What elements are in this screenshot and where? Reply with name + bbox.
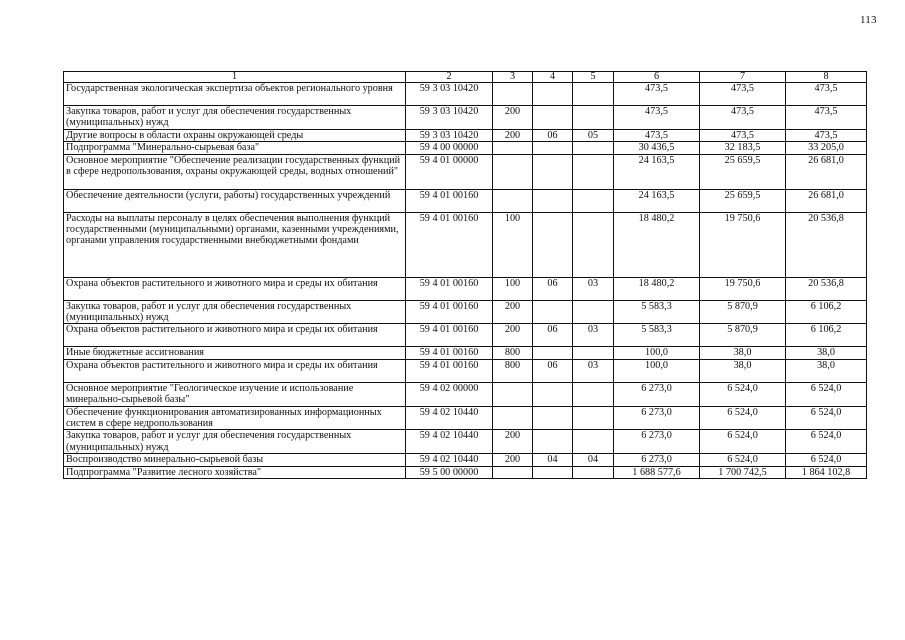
- row-amount-year3: 33 205,0: [786, 142, 867, 154]
- row-expense-type: 200: [493, 324, 533, 347]
- row-subsection: [573, 154, 614, 189]
- row-name: Закупка товаров, работ и услуг для обеспечения государственных (муниципальных) нужд: [64, 430, 406, 454]
- row-section: [533, 347, 573, 359]
- row-amount-year1: 30 436,5: [614, 142, 700, 154]
- row-name: Другие вопросы в области охраны окружающей среды: [64, 129, 406, 141]
- row-subsection: [573, 212, 614, 277]
- row-amount-year1: 6 273,0: [614, 454, 700, 466]
- row-section: [533, 300, 573, 324]
- row-section: [533, 189, 573, 212]
- row-subsection: [573, 406, 614, 430]
- row-section: [533, 430, 573, 454]
- row-amount-year1: 473,5: [614, 106, 700, 130]
- row-subsection: [573, 106, 614, 130]
- table-row: [64, 430, 867, 454]
- row-section: 04: [533, 454, 573, 466]
- row-name: Основное мероприятие "Геологическое изучение и использование минерально-сырьевой базы": [64, 382, 406, 406]
- row-amount-year2: 38,0: [700, 359, 786, 382]
- row-amount-year3: 6 524,0: [786, 382, 867, 406]
- row-amount-year3: 6 524,0: [786, 454, 867, 466]
- row-subsection: [573, 189, 614, 212]
- column-header: 4: [533, 72, 573, 83]
- row-name: Воспроизводство минерально-сырьевой базы: [64, 454, 406, 466]
- row-name: Охрана объектов растительного и животного мира и среды их обитания: [64, 324, 406, 347]
- row-name: Иные бюджетные ассигнования: [64, 347, 406, 359]
- column-header: 2: [406, 72, 493, 83]
- row-amount-year1: 18 480,2: [614, 277, 700, 300]
- row-amount-year2: 25 659,5: [700, 189, 786, 212]
- row-expense-type: 200: [493, 454, 533, 466]
- row-section: [533, 466, 573, 478]
- row-expense-type: 800: [493, 359, 533, 382]
- row-code: 59 4 01 00160: [406, 359, 493, 382]
- row-code: 59 4 01 00160: [406, 347, 493, 359]
- row-section: [533, 382, 573, 406]
- row-expense-type: 200: [493, 300, 533, 324]
- row-amount-year1: 24 163,5: [614, 189, 700, 212]
- row-section: [533, 154, 573, 189]
- row-section: [533, 83, 573, 106]
- row-subsection: 05: [573, 129, 614, 141]
- row-section: 06: [533, 324, 573, 347]
- row-amount-year3: 6 524,0: [786, 430, 867, 454]
- table-row: [64, 83, 867, 106]
- row-expense-type: 800: [493, 347, 533, 359]
- row-amount-year1: 24 163,5: [614, 154, 700, 189]
- row-amount-year3: 38,0: [786, 359, 867, 382]
- row-amount-year3: 26 681,0: [786, 189, 867, 212]
- row-expense-type: 200: [493, 129, 533, 141]
- row-code: 59 3 03 10420: [406, 106, 493, 130]
- row-name: Подпрограмма "Минерально-сырьевая база": [64, 142, 406, 154]
- row-subsection: [573, 430, 614, 454]
- row-expense-type: [493, 189, 533, 212]
- row-subsection: [573, 347, 614, 359]
- row-code: 59 3 03 10420: [406, 83, 493, 106]
- row-amount-year1: 5 583,3: [614, 324, 700, 347]
- row-subsection: [573, 382, 614, 406]
- row-subsection: 03: [573, 324, 614, 347]
- row-amount-year1: 100,0: [614, 359, 700, 382]
- row-amount-year2: 19 750,6: [700, 212, 786, 277]
- row-amount-year3: 473,5: [786, 106, 867, 130]
- table-row: [64, 300, 867, 324]
- row-name: Основное мероприятие "Обеспечение реализации государственных функций в сфере недропользования, охраны окружающей среды, водных отношений": [64, 154, 406, 189]
- page-number: 113: [860, 14, 877, 26]
- row-amount-year2: 6 524,0: [700, 382, 786, 406]
- row-section: [533, 142, 573, 154]
- table-row: [64, 359, 867, 382]
- row-amount-year3: 473,5: [786, 129, 867, 141]
- row-code: 59 4 01 00160: [406, 300, 493, 324]
- row-amount-year3: 6 106,2: [786, 300, 867, 324]
- row-amount-year2: 1 700 742,5: [700, 466, 786, 478]
- column-header: 7: [700, 72, 786, 83]
- row-amount-year2: 6 524,0: [700, 430, 786, 454]
- row-amount-year3: 6 524,0: [786, 406, 867, 430]
- row-amount-year2: 473,5: [700, 129, 786, 141]
- row-name: Государственная экологическая экспертиза объектов регионального уровня: [64, 83, 406, 106]
- table-row: [64, 189, 867, 212]
- row-amount-year1: 6 273,0: [614, 382, 700, 406]
- row-amount-year2: 473,5: [700, 83, 786, 106]
- row-name: Закупка товаров, работ и услуг для обеспечения государственных (муниципальных) нужд: [64, 300, 406, 324]
- row-code: 59 4 01 00160: [406, 189, 493, 212]
- row-amount-year2: 25 659,5: [700, 154, 786, 189]
- column-header: 8: [786, 72, 867, 83]
- row-amount-year3: 26 681,0: [786, 154, 867, 189]
- row-section: [533, 406, 573, 430]
- row-name: Охрана объектов растительного и животного мира и среды их обитания: [64, 277, 406, 300]
- row-subsection: 03: [573, 277, 614, 300]
- column-header: 5: [573, 72, 614, 83]
- table-row: [64, 347, 867, 359]
- column-header: 1: [64, 72, 406, 83]
- table-row: [64, 466, 867, 478]
- table-row: [64, 406, 867, 430]
- row-code: 59 3 03 10420: [406, 129, 493, 141]
- row-name: Обеспечение функционирования автоматизированных информационных систем в сфере недропользования: [64, 406, 406, 430]
- row-code: 59 4 02 10440: [406, 430, 493, 454]
- row-section: [533, 212, 573, 277]
- row-expense-type: [493, 466, 533, 478]
- row-section: [533, 106, 573, 130]
- row-expense-type: 200: [493, 430, 533, 454]
- row-amount-year1: 100,0: [614, 347, 700, 359]
- row-name: Обеспечение деятельности (услуги, работы) государственных учреждений: [64, 189, 406, 212]
- row-expense-type: 200: [493, 106, 533, 130]
- row-amount-year3: 20 536,8: [786, 212, 867, 277]
- budget-table: [63, 71, 867, 479]
- table-row: [64, 106, 867, 130]
- row-amount-year3: 1 864 102,8: [786, 466, 867, 478]
- row-subsection: 04: [573, 454, 614, 466]
- table-row: [64, 212, 867, 277]
- row-amount-year2: 5 870,9: [700, 324, 786, 347]
- table-row: [64, 382, 867, 406]
- row-expense-type: [493, 154, 533, 189]
- table-row: [64, 154, 867, 189]
- row-amount-year1: 5 583,3: [614, 300, 700, 324]
- column-header: 6: [614, 72, 700, 83]
- column-header: 3: [493, 72, 533, 83]
- row-amount-year3: 38,0: [786, 347, 867, 359]
- row-expense-type: [493, 142, 533, 154]
- row-expense-type: 100: [493, 277, 533, 300]
- row-subsection: [573, 142, 614, 154]
- row-amount-year1: 6 273,0: [614, 430, 700, 454]
- row-code: 59 4 02 10440: [406, 406, 493, 430]
- table-row: [64, 454, 867, 466]
- row-amount-year2: 19 750,6: [700, 277, 786, 300]
- header-row: [64, 72, 867, 83]
- row-amount-year3: 473,5: [786, 83, 867, 106]
- row-expense-type: [493, 406, 533, 430]
- row-amount-year2: 6 524,0: [700, 406, 786, 430]
- row-name: Закупка товаров, работ и услуг для обеспечения государственных (муниципальных) нужд: [64, 106, 406, 130]
- row-code: 59 4 00 00000: [406, 142, 493, 154]
- row-name: Охрана объектов растительного и животного мира и среды их обитания: [64, 359, 406, 382]
- row-amount-year2: 32 183,5: [700, 142, 786, 154]
- row-subsection: [573, 300, 614, 324]
- table-row: [64, 142, 867, 154]
- row-code: 59 4 01 00160: [406, 277, 493, 300]
- row-section: 06: [533, 359, 573, 382]
- row-amount-year2: 473,5: [700, 106, 786, 130]
- table-row: [64, 277, 867, 300]
- row-amount-year1: 6 273,0: [614, 406, 700, 430]
- row-amount-year1: 473,5: [614, 83, 700, 106]
- row-code: 59 4 01 00160: [406, 324, 493, 347]
- row-subsection: [573, 83, 614, 106]
- row-code: 59 4 01 00000: [406, 154, 493, 189]
- row-amount-year3: 20 536,8: [786, 277, 867, 300]
- row-amount-year1: 18 480,2: [614, 212, 700, 277]
- row-expense-type: [493, 83, 533, 106]
- row-amount-year2: 5 870,9: [700, 300, 786, 324]
- row-expense-type: [493, 382, 533, 406]
- row-section: 06: [533, 129, 573, 141]
- table-body: [64, 83, 867, 479]
- row-name: Расходы на выплаты персоналу в целях обеспечения выполнения функций государственными (муниципальными) органами, казенными учреждениями, органами управления государственными внебюджетными фондами: [64, 212, 406, 277]
- row-amount-year3: 6 106,2: [786, 324, 867, 347]
- row-code: 59 5 00 00000: [406, 466, 493, 478]
- row-section: 06: [533, 277, 573, 300]
- row-amount-year2: 6 524,0: [700, 454, 786, 466]
- row-amount-year1: 473,5: [614, 129, 700, 141]
- table-row: [64, 324, 867, 347]
- row-subsection: [573, 466, 614, 478]
- row-expense-type: 100: [493, 212, 533, 277]
- row-amount-year2: 38,0: [700, 347, 786, 359]
- row-name: Подпрограмма "Развитие лесного хозяйства": [64, 466, 406, 478]
- row-code: 59 4 02 00000: [406, 382, 493, 406]
- row-subsection: 03: [573, 359, 614, 382]
- row-code: 59 4 02 10440: [406, 454, 493, 466]
- row-amount-year1: 1 688 577,6: [614, 466, 700, 478]
- table-row: [64, 129, 867, 141]
- row-code: 59 4 01 00160: [406, 212, 493, 277]
